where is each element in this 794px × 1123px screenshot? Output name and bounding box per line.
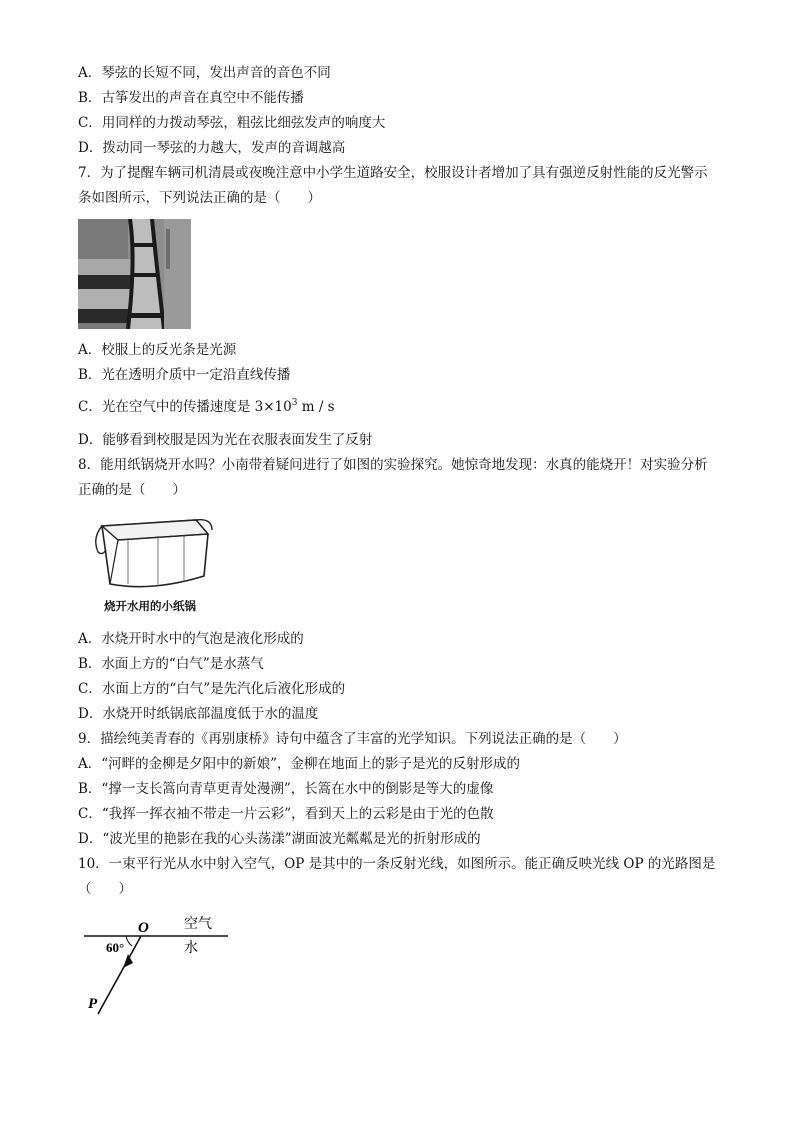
refraction-diagram	[80, 908, 240, 1018]
q7-option-c-unit: m / s	[301, 399, 335, 415]
reflective-uniform-photo	[78, 219, 191, 329]
q7-stem-line1: 7．为了提醒车辆司机清晨或夜晚注意中小学生道路安全，校服设计者增加了具有强逆反射性能的反光警示	[78, 165, 708, 181]
q10-stem-line1: 10．一束平行光从水中射入空气，OP 是其中的一条反射光线，如图所示。能正确反映光线 OP 的光路图是	[78, 856, 716, 872]
q9-option-d: D．“波光里的艳影在我的心头荡漾”湖面波光粼粼是光的折射形成的	[78, 831, 481, 847]
q7-option-a: A．校服上的反光条是光源	[78, 342, 237, 358]
q6-option-b: B．古筝发出的声音在真空中不能传播	[78, 90, 304, 106]
q8-stem-line1: 8．能用纸锅烧开水吗？小南带着疑问进行了如图的实验探究。她惊奇地发现：水真的能烧开！对实验分析	[78, 457, 708, 473]
q7-option-c	[78, 398, 335, 418]
q6-option-c: C．用同样的力拨动琴弦，粗弦比细弦发声的响度大	[78, 115, 386, 131]
q7-stem-line2: 条如图所示，下列说法正确的是（ ）	[78, 190, 321, 206]
q9-stem: 9．描绘纯美青春的《再别康桥》诗句中蕴含了丰富的光学知识。下列说法正确的是（ ）	[78, 731, 627, 747]
paper-pot-figure	[88, 514, 216, 594]
q7-option-c-exponent: 3	[291, 398, 298, 408]
q9-option-a: A．“河畔的金柳是夕阳中的新娘”，金柳在地面上的影子是光的反射形成的	[78, 756, 521, 772]
label-p: P	[88, 996, 98, 1012]
q9-option-b: B．“撑一支长篙向青草更青处漫溯”，长篙在水中的倒影是等大的虚像	[78, 781, 494, 797]
q8-option-b: B．水面上方的“白气”是水蒸气	[78, 656, 264, 672]
q6-option-a: A．琴弦的长短不同，发出声音的音色不同	[78, 65, 331, 81]
q9-option-c: C．“我挥一挥衣袖不带走一片云彩”，看到天上的云彩是由于光的色散	[78, 806, 494, 822]
label-o: O	[138, 920, 149, 936]
q10-stem-line2: （ ）	[78, 881, 132, 897]
q8-stem-line2: 正确的是（ ）	[78, 482, 186, 498]
paper-pot-caption: 烧开水用的小纸锅	[104, 599, 196, 613]
label-air: 空气	[184, 916, 212, 932]
q7-option-b: B．光在透明介质中一定沿直线传播	[78, 367, 291, 383]
label-angle: 60°	[106, 940, 125, 955]
q7-option-d: D．能够看到校服是因为光在衣服表面发生了反射	[78, 432, 373, 448]
label-water: 水	[184, 940, 198, 956]
q7-option-c-text: C．光在空气中的传播速度是 3×10	[78, 399, 292, 415]
q8-option-d: D．水烧开时纸锅底部温度低于水的温度	[78, 706, 319, 722]
q8-option-a: A．水烧开时水中的气泡是液化形成的	[78, 631, 304, 647]
q8-option-c: C．水面上方的“白气”是先汽化后液化形成的	[78, 681, 346, 697]
q6-option-d: D．拨动同一琴弦的力越大，发声的音调越高	[78, 140, 346, 156]
